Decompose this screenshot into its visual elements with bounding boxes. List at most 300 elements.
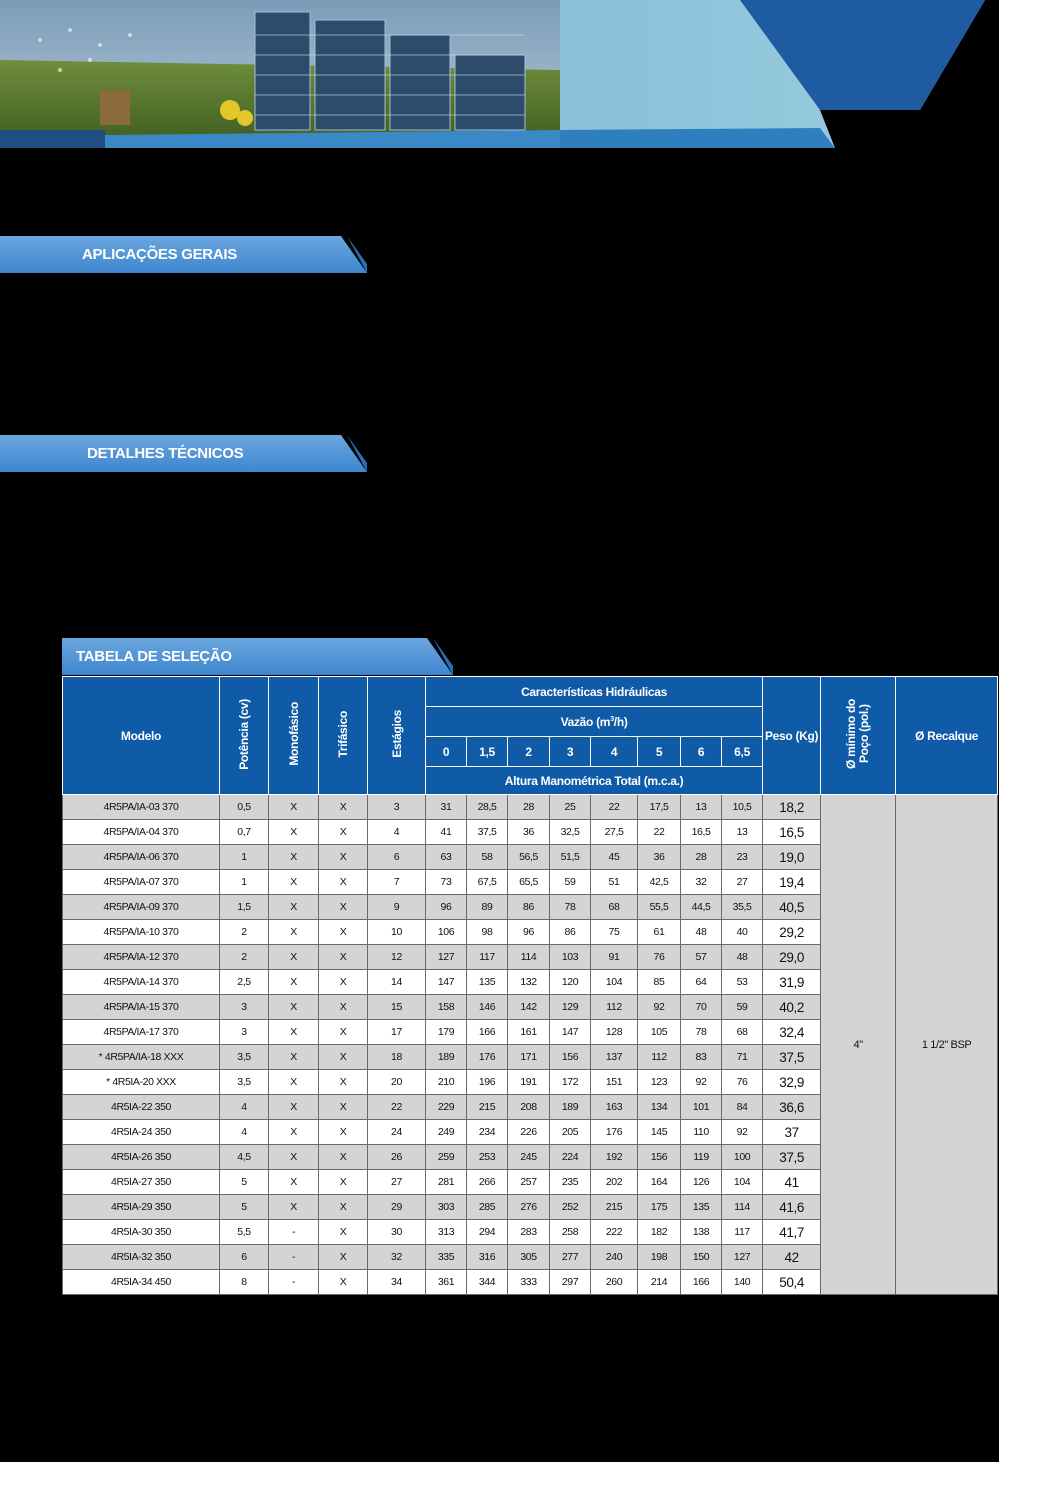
table-cell: 114 (508, 945, 550, 970)
table-cell: X (319, 895, 368, 920)
table-cell: X (319, 920, 368, 945)
cell-peso: 32,4 (763, 1020, 821, 1045)
table-cell: 13 (681, 795, 722, 820)
table-cell: 112 (638, 1045, 681, 1070)
table-cell: 103 (550, 945, 591, 970)
table-cell: 277 (550, 1245, 591, 1270)
table-cell: 28 (508, 795, 550, 820)
table-cell: 92 (722, 1120, 763, 1145)
table-cell: 59 (550, 870, 591, 895)
table-cell: 156 (638, 1145, 681, 1170)
table-cell: 100 (722, 1145, 763, 1170)
table-cell: 42,5 (638, 870, 681, 895)
table-cell: 335 (426, 1245, 467, 1270)
table-cell: 253 (467, 1145, 508, 1170)
cell-peso: 16,5 (763, 820, 821, 845)
table-cell: 44,5 (681, 895, 722, 920)
cell-modelo: 4R5PA/IA-06 370 (63, 845, 220, 870)
table-cell: X (269, 1170, 319, 1195)
table-cell: 208 (508, 1095, 550, 1120)
table-cell: 344 (467, 1270, 508, 1295)
table-cell: 192 (591, 1145, 638, 1170)
table-cell: 1 (220, 870, 269, 895)
table-cell: X (269, 1095, 319, 1120)
cell-peso: 40,2 (763, 995, 821, 1020)
table-cell: 147 (426, 970, 467, 995)
table-cell: X (319, 1070, 368, 1095)
cell-modelo: 4R5IA-22 350 (63, 1095, 220, 1120)
table-cell: 34 (368, 1270, 426, 1295)
table-cell: 104 (591, 970, 638, 995)
table-cell: 176 (467, 1045, 508, 1070)
table-cell: X (269, 1020, 319, 1045)
header-flow-4: 4 (591, 737, 638, 767)
table-cell: X (319, 1245, 368, 1270)
table-cell: 138 (681, 1220, 722, 1245)
header-altura: Altura Manométrica Total (m.c.a.) (426, 767, 763, 795)
table-cell: X (319, 945, 368, 970)
header-flow-1: 1,5 (467, 737, 508, 767)
tab-corner-icon (341, 435, 367, 472)
table-cell: 189 (550, 1095, 591, 1120)
table-cell: 158 (426, 995, 467, 1020)
table-cell: X (319, 870, 368, 895)
table-cell: 205 (550, 1120, 591, 1145)
section-title: TABELA DE SELEÇÃO (76, 648, 232, 665)
cell-peso: 19,4 (763, 870, 821, 895)
table-cell: X (319, 995, 368, 1020)
table-cell: 3,5 (220, 1070, 269, 1095)
table-cell: 229 (426, 1095, 467, 1120)
cell-poco-merged: 4" (821, 795, 896, 1295)
table-cell: 64 (681, 970, 722, 995)
table-cell: 20 (368, 1070, 426, 1095)
table-cell: 10,5 (722, 795, 763, 820)
table-cell: 32 (681, 870, 722, 895)
cell-peso: 41 (763, 1170, 821, 1195)
table-cell: 4,5 (220, 1145, 269, 1170)
table-cell: 86 (550, 920, 591, 945)
table-cell: 98 (467, 920, 508, 945)
cell-modelo: 4R5PA/IA-10 370 (63, 920, 220, 945)
header-flow-3: 3 (550, 737, 591, 767)
table-row (63, 795, 998, 820)
cell-peso: 29,2 (763, 920, 821, 945)
table-cell: 40 (722, 920, 763, 945)
table-cell: X (269, 820, 319, 845)
table-cell: 89 (467, 895, 508, 920)
table-cell: 45 (591, 845, 638, 870)
cell-modelo: 4R5PA/IA-09 370 (63, 895, 220, 920)
table-cell: 215 (467, 1095, 508, 1120)
table-cell: 28,5 (467, 795, 508, 820)
table-cell: 127 (722, 1245, 763, 1270)
table-cell: 245 (508, 1145, 550, 1170)
table-cell: 27 (368, 1170, 426, 1195)
table-cell: 214 (638, 1270, 681, 1295)
table-cell: 259 (426, 1145, 467, 1170)
table-cell: 297 (550, 1270, 591, 1295)
table-cell: 63 (426, 845, 467, 870)
table-cell: 156 (550, 1045, 591, 1070)
table-cell: 16,5 (681, 820, 722, 845)
table-cell: 12 (368, 945, 426, 970)
table-cell: 222 (591, 1220, 638, 1245)
table-cell: 249 (426, 1120, 467, 1145)
header-monofasico: Monofásico (269, 677, 319, 795)
table-cell: 129 (550, 995, 591, 1020)
cell-modelo: 4R5PA/IA-14 370 (63, 970, 220, 995)
cell-modelo: 4R5PA/IA-12 370 (63, 945, 220, 970)
tab-corner-icon (341, 236, 367, 273)
header-banner (0, 0, 999, 148)
table-cell: 70 (681, 995, 722, 1020)
header-flow-2: 2 (508, 737, 550, 767)
table-cell: 127 (426, 945, 467, 970)
table-cell: 13 (722, 820, 763, 845)
cell-modelo: 4R5PA/IA-07 370 (63, 870, 220, 895)
table-cell: - (269, 1270, 319, 1295)
table-cell: 361 (426, 1270, 467, 1295)
section-title: DETALHES TÉCNICOS (87, 445, 244, 462)
selection-table (62, 676, 998, 1295)
table-cell: X (269, 995, 319, 1020)
table-cell: 119 (681, 1145, 722, 1170)
table-cell: 75 (591, 920, 638, 945)
table-cell: 59 (722, 995, 763, 1020)
table-cell: 37,5 (467, 820, 508, 845)
table-cell: X (319, 1045, 368, 1070)
table-cell: 132 (508, 970, 550, 995)
table-cell: 18 (368, 1045, 426, 1070)
table-cell: - (269, 1220, 319, 1245)
table-cell: 234 (467, 1120, 508, 1145)
table-cell: 15 (368, 995, 426, 1020)
table-cell: 104 (722, 1170, 763, 1195)
table-cell: 0,7 (220, 820, 269, 845)
table-cell: 140 (722, 1270, 763, 1295)
cell-recalque-merged: 1 1/2" BSP (896, 795, 998, 1295)
table-cell: 240 (591, 1245, 638, 1270)
table-cell: 96 (426, 895, 467, 920)
cell-modelo: 4R5IA-32 350 (63, 1245, 220, 1270)
table-cell: 4 (368, 820, 426, 845)
table-cell: X (269, 945, 319, 970)
table-cell: X (269, 1195, 319, 1220)
section-tabela-selecao (62, 638, 453, 675)
table-cell: 252 (550, 1195, 591, 1220)
cell-peso: 18,2 (763, 795, 821, 820)
table-cell: 202 (591, 1170, 638, 1195)
table-cell: X (319, 1145, 368, 1170)
table-cell: 182 (638, 1220, 681, 1245)
header-flow-7: 6,5 (722, 737, 763, 767)
table-cell: 117 (722, 1220, 763, 1245)
cell-peso: 37 (763, 1120, 821, 1145)
table-cell: 22 (638, 820, 681, 845)
table-cell: X (269, 1120, 319, 1145)
table-cell: 135 (467, 970, 508, 995)
table-cell: 134 (638, 1095, 681, 1120)
table-cell: 112 (591, 995, 638, 1020)
cell-peso: 42 (763, 1245, 821, 1270)
table-cell: 276 (508, 1195, 550, 1220)
table-cell: 57 (681, 945, 722, 970)
cell-modelo: 4R5PA/IA-03 370 (63, 795, 220, 820)
table-cell: 31 (426, 795, 467, 820)
cell-peso: 40,5 (763, 895, 821, 920)
table-cell: 224 (550, 1145, 591, 1170)
section-aplicacoes-gerais (0, 236, 367, 273)
table-cell: 23 (722, 845, 763, 870)
table-cell: 128 (591, 1020, 638, 1045)
table-cell: 8 (220, 1270, 269, 1295)
table-cell: 27 (722, 870, 763, 895)
header-flow-6: 6 (681, 737, 722, 767)
cell-peso: 31,9 (763, 970, 821, 995)
table-cell: 281 (426, 1170, 467, 1195)
table-cell: 10 (368, 920, 426, 945)
table-cell: 83 (681, 1045, 722, 1070)
table-cell: 32 (368, 1245, 426, 1270)
table-cell: 147 (550, 1020, 591, 1045)
table-cell: 0,5 (220, 795, 269, 820)
table-cell: 294 (467, 1220, 508, 1245)
cell-peso: 37,5 (763, 1045, 821, 1070)
table-cell: 17,5 (638, 795, 681, 820)
table-cell: 71 (722, 1045, 763, 1070)
table-cell: X (269, 870, 319, 895)
table-cell: 283 (508, 1220, 550, 1245)
table-cell: 9 (368, 895, 426, 920)
table-cell: X (269, 970, 319, 995)
cell-modelo: 4R5IA-34 450 (63, 1270, 220, 1295)
table-cell: 151 (591, 1070, 638, 1095)
table-cell: 22 (591, 795, 638, 820)
table-cell: 35,5 (722, 895, 763, 920)
table-cell: X (319, 1120, 368, 1145)
table-cell: 257 (508, 1170, 550, 1195)
cell-modelo: 4R5IA-29 350 (63, 1195, 220, 1220)
table-cell: X (319, 820, 368, 845)
table-cell: 84 (722, 1095, 763, 1120)
table-cell: 191 (508, 1070, 550, 1095)
cell-modelo: * 4R5IA-20 XXX (63, 1070, 220, 1095)
header-flow-0: 0 (426, 737, 467, 767)
table-cell: 6 (220, 1245, 269, 1270)
table-cell: 32,5 (550, 820, 591, 845)
table-cell: 36 (638, 845, 681, 870)
table-cell: 150 (681, 1245, 722, 1270)
table-cell: 146 (467, 995, 508, 1020)
table-cell: X (269, 1070, 319, 1095)
table-cell: 78 (550, 895, 591, 920)
table-cell: 6 (368, 845, 426, 870)
table-cell: 53 (722, 970, 763, 995)
table-cell: 137 (591, 1045, 638, 1070)
table-cell: X (319, 1020, 368, 1045)
header-potencia: Potência (cv) (220, 677, 269, 795)
table-cell: 58 (467, 845, 508, 870)
table-cell: 1 (220, 845, 269, 870)
table-cell: X (269, 895, 319, 920)
table-cell: 55,5 (638, 895, 681, 920)
table-cell: 68 (722, 1020, 763, 1045)
table-cell: 68 (591, 895, 638, 920)
header-flow-5: 5 (638, 737, 681, 767)
table-cell: 41 (426, 820, 467, 845)
table-cell: 92 (681, 1070, 722, 1095)
table-cell: 85 (638, 970, 681, 995)
header-peso: Peso (Kg) (763, 677, 821, 795)
cell-peso: 19,0 (763, 845, 821, 870)
table-cell: 303 (426, 1195, 467, 1220)
table-cell: 36 (508, 820, 550, 845)
table-cell: X (319, 1095, 368, 1120)
table-cell: 25 (550, 795, 591, 820)
table-cell: 1,5 (220, 895, 269, 920)
table-cell: 30 (368, 1220, 426, 1245)
cell-modelo: 4R5PA/IA-17 370 (63, 1020, 220, 1045)
table-cell: X (319, 1270, 368, 1295)
table-cell: 3 (368, 795, 426, 820)
cell-peso: 50,4 (763, 1270, 821, 1295)
cell-peso: 37,5 (763, 1145, 821, 1170)
table-cell: X (319, 1220, 368, 1245)
table-cell: 3 (220, 995, 269, 1020)
table-cell: 86 (508, 895, 550, 920)
table-cell: 333 (508, 1270, 550, 1295)
table-cell: 196 (467, 1070, 508, 1095)
table-cell: 91 (591, 945, 638, 970)
table-cell: 48 (681, 920, 722, 945)
table-cell: 76 (722, 1070, 763, 1095)
table-cell: X (319, 845, 368, 870)
header-recalque: Ø Recalque (896, 677, 998, 795)
table-cell: 235 (550, 1170, 591, 1195)
table-cell: 24 (368, 1120, 426, 1145)
header-estagios: Estágios (368, 677, 426, 795)
table-cell: 123 (638, 1070, 681, 1095)
cell-peso: 32,9 (763, 1070, 821, 1095)
table-cell: 17 (368, 1020, 426, 1045)
table-cell: 164 (638, 1170, 681, 1195)
cell-modelo: 4R5IA-27 350 (63, 1170, 220, 1195)
table-cell: 135 (681, 1195, 722, 1220)
tab-corner-icon (427, 638, 453, 675)
table-cell: 126 (681, 1170, 722, 1195)
table-cell: 5,5 (220, 1220, 269, 1245)
table-cell: 2,5 (220, 970, 269, 995)
table-cell: X (319, 970, 368, 995)
table-cell: 4 (220, 1095, 269, 1120)
header-caracteristicas: Características Hidráulicas (426, 677, 763, 707)
table-cell: 76 (638, 945, 681, 970)
section-title: APLICAÇÕES GERAIS (82, 246, 237, 263)
table-cell: 120 (550, 970, 591, 995)
table-cell: - (269, 1245, 319, 1270)
table-cell: 179 (426, 1020, 467, 1045)
table-cell: 4 (220, 1120, 269, 1145)
table-cell: 106 (426, 920, 467, 945)
table-cell: 285 (467, 1195, 508, 1220)
cell-peso: 41,6 (763, 1195, 821, 1220)
table-cell: 61 (638, 920, 681, 945)
table-cell: 67,5 (467, 870, 508, 895)
table-cell: X (319, 1195, 368, 1220)
table-cell: 313 (426, 1220, 467, 1245)
table-cell: 73 (426, 870, 467, 895)
table-cell: 3,5 (220, 1045, 269, 1070)
table-cell: 163 (591, 1095, 638, 1120)
table-cell: 258 (550, 1220, 591, 1245)
table-cell: 105 (638, 1020, 681, 1045)
table-cell: 175 (638, 1195, 681, 1220)
table-cell: X (269, 920, 319, 945)
table-cell: 51,5 (550, 845, 591, 870)
table-cell: 56,5 (508, 845, 550, 870)
table-cell: 29 (368, 1195, 426, 1220)
header-banner-image (0, 0, 999, 148)
page-margin-bottom (0, 1462, 1058, 1497)
table-cell: 101 (681, 1095, 722, 1120)
table-cell: 2 (220, 945, 269, 970)
table-cell: 166 (681, 1270, 722, 1295)
table-cell: 305 (508, 1245, 550, 1270)
cell-modelo: * 4R5PA/IA-18 XXX (63, 1045, 220, 1070)
table-cell: 78 (681, 1020, 722, 1045)
table-cell: 2 (220, 920, 269, 945)
table-cell: 215 (591, 1195, 638, 1220)
table-cell: 5 (220, 1195, 269, 1220)
header-poco: Ø mínimo do Poço (pol.) (821, 677, 896, 795)
page-margin-right (999, 0, 1058, 1497)
table-cell: 110 (681, 1120, 722, 1145)
table-cell: X (269, 1145, 319, 1170)
table-cell: 166 (467, 1020, 508, 1045)
table-cell: 28 (681, 845, 722, 870)
table-cell: 5 (220, 1170, 269, 1195)
table-cell: X (269, 1045, 319, 1070)
table-cell: 26 (368, 1145, 426, 1170)
table-cell: 189 (426, 1045, 467, 1070)
table-cell: 14 (368, 970, 426, 995)
table-cell: X (319, 1170, 368, 1195)
table-cell: 22 (368, 1095, 426, 1120)
table-cell: 210 (426, 1070, 467, 1095)
table-cell: 92 (638, 995, 681, 1020)
table-cell: 27,5 (591, 820, 638, 845)
table-cell: 266 (467, 1170, 508, 1195)
header-trifasico: Trifásico (319, 677, 368, 795)
table-cell: 171 (508, 1045, 550, 1070)
table-cell: 316 (467, 1245, 508, 1270)
cell-peso: 36,6 (763, 1095, 821, 1120)
section-detalhes-tecnicos (0, 435, 367, 472)
table-cell: 65,5 (508, 870, 550, 895)
cell-modelo: 4R5PA/IA-04 370 (63, 820, 220, 845)
header-modelo: Modelo (63, 677, 220, 795)
table-cell: 114 (722, 1195, 763, 1220)
table-cell: 226 (508, 1120, 550, 1145)
table-cell: 260 (591, 1270, 638, 1295)
table-cell: 3 (220, 1020, 269, 1045)
cell-modelo: 4R5PA/IA-15 370 (63, 995, 220, 1020)
table-cell: 7 (368, 870, 426, 895)
cell-peso: 41,7 (763, 1220, 821, 1245)
cell-modelo: 4R5IA-26 350 (63, 1145, 220, 1170)
table-cell: X (269, 795, 319, 820)
